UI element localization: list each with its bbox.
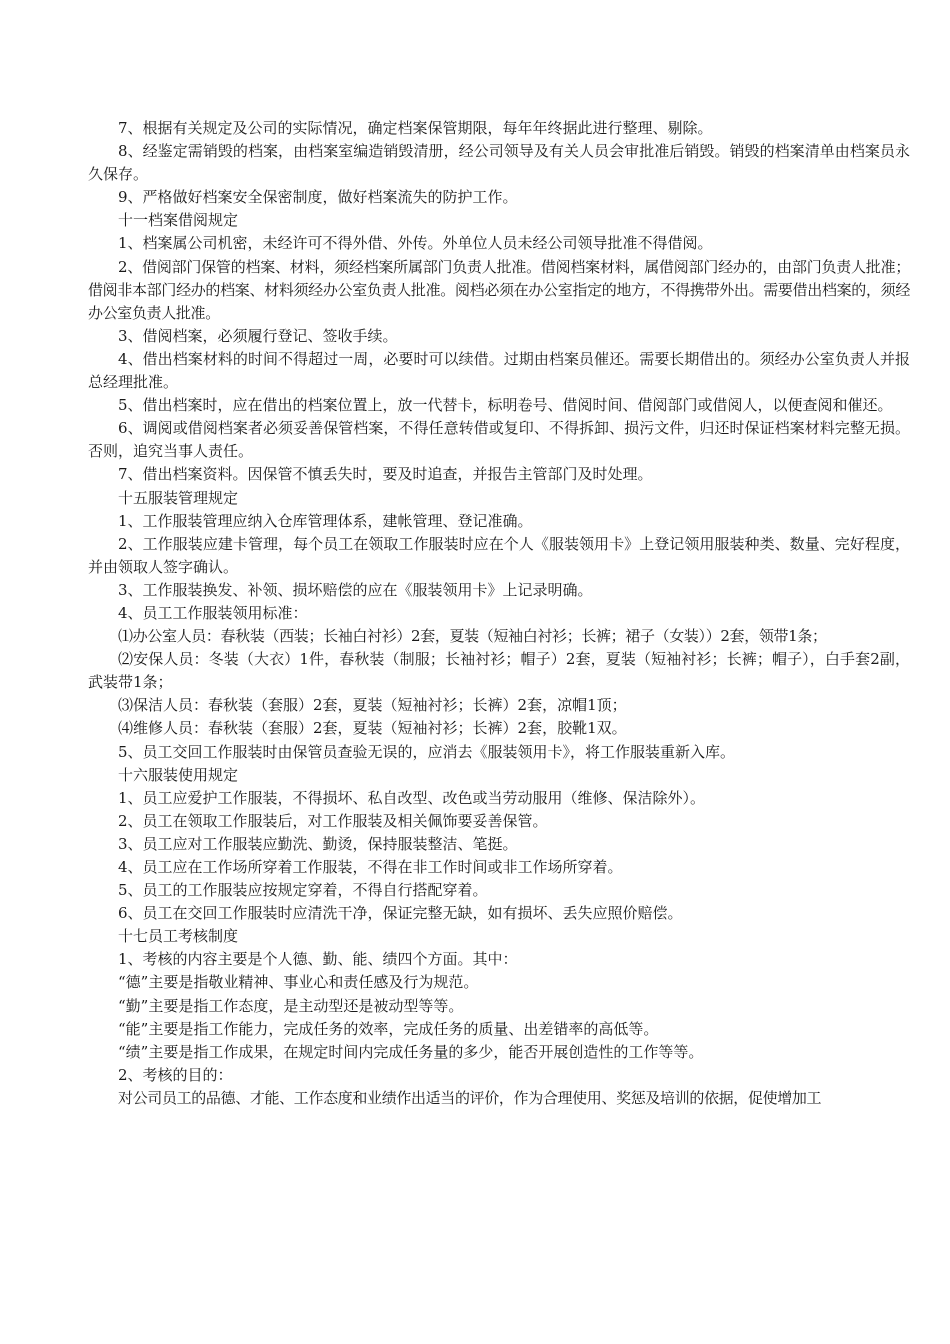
paragraph: 对公司员工的品德、才能、工作态度和业绩作出适当的评价，作为合理使用、奖惩及培训的依据，促使增加工 xyxy=(118,1088,822,1107)
paragraph: “勤”主要是指工作态度，是主动型还是被动型等等。 xyxy=(118,996,464,1015)
section-heading: 十六服装使用规定 xyxy=(118,765,239,784)
paragraph: “德”主要是指敬业精神、事业心和责任感及行为规范。 xyxy=(118,973,479,992)
paragraph: 3、工作服装换发、补领、损坏赔偿的应在《服装领用卡》上记录明确。 xyxy=(118,580,593,599)
list-item: ⑴办公室人员：春秋装（西装；长袖白衬衫）2套，夏装（短袖白衬衫；长裤；裙子（女装））2套，领带1条； xyxy=(118,627,827,646)
paragraph: 4、员工应在工作场所穿着工作服装，不得在非工作时间或非工作场所穿着。 xyxy=(118,858,623,876)
section-heading: 十五服装管理规定 xyxy=(118,488,239,507)
section-heading: 十一档案借阅规定 xyxy=(118,211,239,230)
paragraph: 1、员工应爱护工作服装，不得损坏、私自改型、改色或当劳动服用（维修、保洁除外）。 xyxy=(118,788,706,807)
paragraph: 8、经鉴定需销毁的档案，由档案室编造销毁清册，经公司领导及有关人员会审批准后销毁。销毁的档案清单由档案员永久保存。 xyxy=(88,142,910,184)
list-item: ⑷维修人员：春秋装（套服）2套，夏装（短袖衬衫；长裤）2套，胶靴1双。 xyxy=(118,719,627,738)
paragraph: 9、严格做好档案安全保密制度，做好档案流失的防护工作。 xyxy=(118,188,518,207)
paragraph: 3、员工应对工作服装应勤洗、勤烫，保持服装整洁、笔挺。 xyxy=(118,834,518,853)
paragraph: “能”主要是指工作能力，完成任务的效率，完成任务的质量、出差错率的高低等。 xyxy=(118,1019,659,1038)
paragraph: 4、借出档案材料的时间不得超过一周，必要时可以续借。过期由档案员催还。需要长期借出的。须经办公室负责人并报总经理批准。 xyxy=(88,349,910,392)
paragraph: “绩”主要是指工作成果，在规定时间内完成任务量的多少，能否开展创造性的工作等等。 xyxy=(118,1042,704,1061)
paragraph: 3、借阅档案，必须履行登记、签收手续。 xyxy=(118,326,398,345)
paragraph: 5、员工的工作服装应按规定穿着，不得自行搭配穿着。 xyxy=(118,881,488,900)
paragraph: 4、员工工作服装领用标准： xyxy=(118,603,308,622)
paragraph: 6、调阅或借阅档案者必须妥善保管档案，不得任意转借或复印、不得拆卸、损污文件，归还时保证档案材料完整无损。否则，追究当事人责任。 xyxy=(88,419,910,461)
paragraph: 2、工作服装应建卡管理，每个员工在领取工作服装时应在个人《服装领用卡》上登记领用服装种类、数量、完好程度，并由领取人签字确认。 xyxy=(88,534,910,576)
paragraph: 5、借出档案时，应在借出的档案位置上，放一代替卡，标明卷号、借阅时间、借阅部门或借阅人，以便查阅和催还。 xyxy=(118,396,893,415)
section-heading: 十七员工考核制度 xyxy=(118,927,239,946)
paragraph: 2、考核的目的： xyxy=(118,1065,233,1084)
paragraph: 1、工作服装管理应纳入仓库管理体系，建帐管理、登记准确。 xyxy=(118,511,533,530)
paragraph: 6、员工在交回工作服装时应清洗干净，保证完整无缺，如有损坏、丢失应照价赔偿。 xyxy=(118,904,683,923)
list-item: ⑶保洁人员：春秋装（套服）2套，夏装（短袖衬衫；长裤）2套，凉帽1顶； xyxy=(118,696,627,715)
paragraph: 1、档案属公司机密，未经许可不得外借、外传。外单位人员未经公司领导批准不得借阅。 xyxy=(118,234,713,253)
list-item: ⑵安保人员：冬装（大衣）1件，春秋装（制服；长袖衬衫；帽子）2套，夏装（短袖衬衫；长裤；帽子），白手套2副，武装带1条； xyxy=(88,650,910,692)
paragraph: 5、员工交回工作服装时由保管员查验无误的，应消去《服装领用卡》，将工作服装重新入库。 xyxy=(118,742,736,761)
paragraph: 2、员工在领取工作服装后，对工作服装及相关佩饰要妥善保管。 xyxy=(118,811,548,830)
paragraph: 7、根据有关规定及公司的实际情况，确定档案保管期限，每年年终据此进行整理、剔除。 xyxy=(118,119,713,137)
paragraph: 1、考核的内容主要是个人德、勤、能、绩四个方面。其中： xyxy=(118,950,518,969)
paragraph: 2、借阅部门保管的档案、材料，须经档案所属部门负责人批准。借阅档案材料，属借阅部门经办的，由部门负责人批准；借阅非本部门经办的档案、材料须经办公室负责人批准。阅档必须在办公室指定的地方，不得携带外出。需要借出档案的，须经办公室负责人批准。 xyxy=(88,257,910,322)
paragraph: 7、借出档案资料。因保管不慎丢失时，要及时追查，并报告主管部门及时处理。 xyxy=(118,465,653,484)
document-page xyxy=(88,117,910,1110)
